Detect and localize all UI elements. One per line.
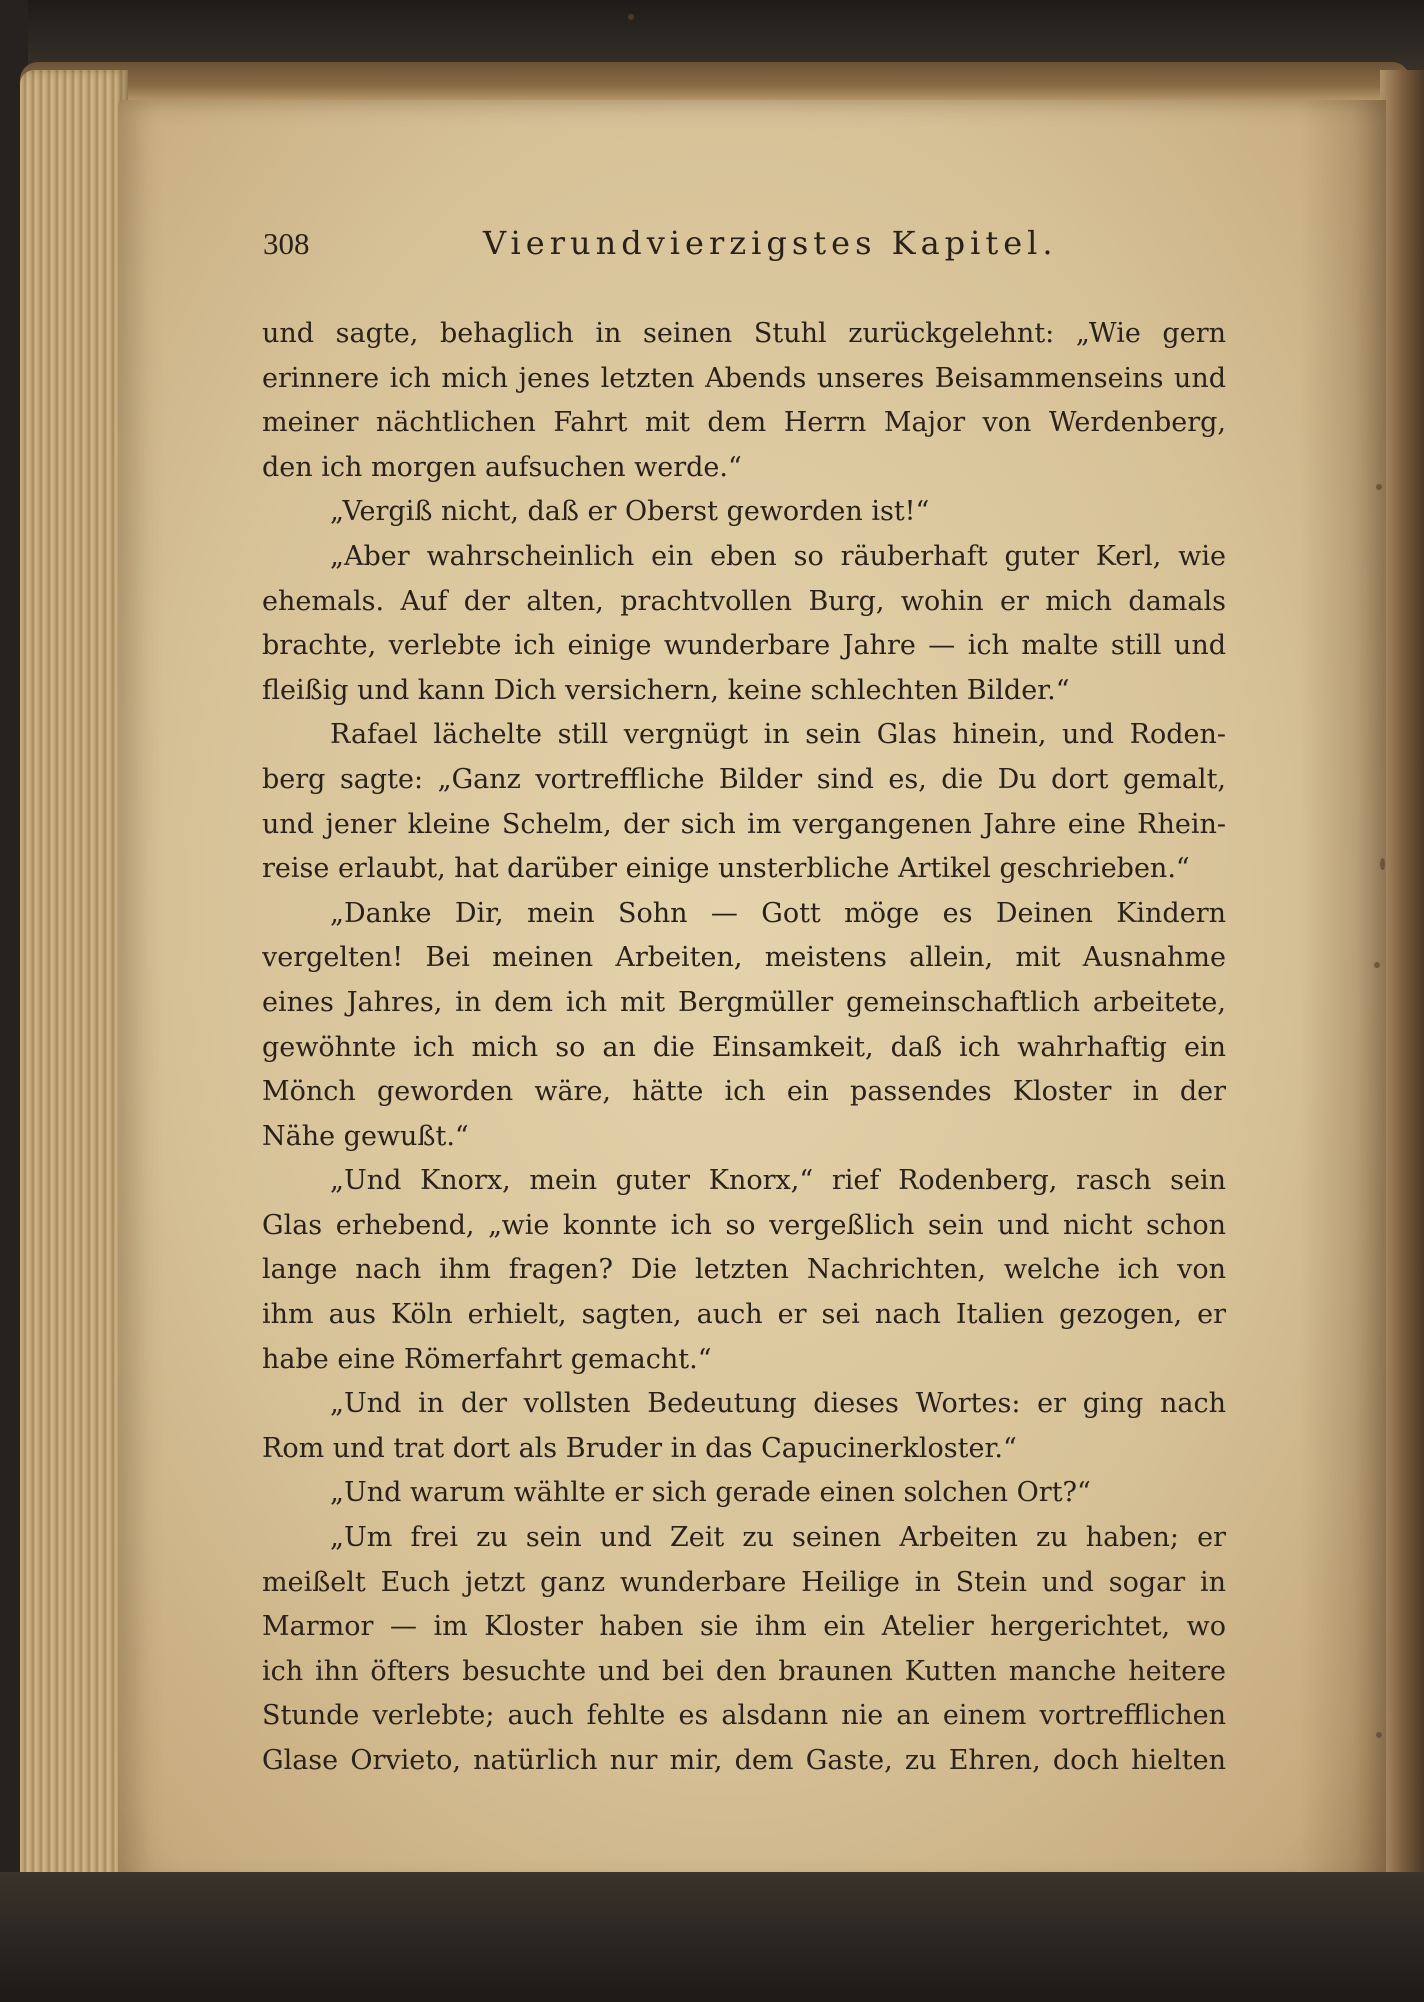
text-line: „Danke Dir, mein Sohn — Gott möge es Deinen Kindern: [330, 897, 1226, 929]
page-stack-edge: [20, 70, 128, 1890]
paper-speck: [1380, 858, 1385, 870]
text-line: Glase Orvieto, natürlich nur mir, dem Gaste, zu Ehren, doch hielten: [262, 1745, 1226, 1776]
text-line: Rafael lächelte still vergnügt in sein Glas hinein, und Roden-: [330, 719, 1226, 751]
text-line: vergelten! Bei meinen Arbeiten, meistens allein, mit Ausnahme: [262, 942, 1226, 974]
paper-speck: [1376, 1732, 1382, 1738]
text-line: brachte, verlebte ich einige wunderbare Jahre — ich malte still und: [262, 630, 1226, 662]
text-line: „Und Knorx, mein guter Knorx,“ rief Rodenberg, rasch sein: [330, 1165, 1226, 1197]
text-line: und jener kleine Schelm, der sich im vergangenen Jahre eine Rhein-: [262, 808, 1226, 840]
text-line: fleißig und kann Dich versichern, keine schlechten Bilder.“: [262, 674, 1070, 706]
text-line: ehemals. Auf der alten, prachtvollen Burg, wohin er mich damals: [262, 585, 1226, 617]
paper-speck: [628, 14, 634, 20]
text-line: lange nach ihm fragen? Die letzten Nachrichten, welche ich von: [262, 1254, 1226, 1286]
text-line: eines Jahres, in dem ich mit Bergmüller gemeinschaftlich arbeitete,: [262, 986, 1226, 1018]
text-line: habe eine Römerfahrt gemacht.“: [262, 1343, 712, 1375]
text-line: Stunde verlebte; auch fehlte es alsdann nie an einem vortrefflichen: [262, 1700, 1226, 1732]
page-gutter-shadow: [1300, 100, 1386, 1886]
text-line: und sagte, behaglich in seinen Stuhl zurückgelehnt: „Wie gern: [262, 318, 1226, 349]
page-number: 308: [263, 226, 310, 261]
body-text: [262, 312, 1226, 1784]
text-line: Marmor — im Kloster haben sie ihm ein Atelier hergerichtet, wo: [262, 1611, 1226, 1643]
text-line: „Aber wahrscheinlich ein eben so räuberhaft guter Kerl, wie: [330, 540, 1226, 572]
text-line: „Und in der vollsten Bedeutung dieses Wortes: er ging nach: [330, 1388, 1226, 1420]
text-line: gewöhnte ich mich so an die Einsamkeit, daß ich wahrhaftig ein: [262, 1031, 1226, 1063]
text-line: den ich morgen aufsuchen werde.“: [262, 451, 742, 483]
text-line: reise erlaubt, hat darüber einige unsterbliche Artikel geschrieben.“: [262, 853, 1190, 885]
text-line: Glas erhebend, „wie konnte ich so vergeßlich sein und nicht schon: [262, 1209, 1226, 1241]
text-line: Mönch geworden wäre, hätte ich ein passendes Kloster in der: [262, 1076, 1226, 1108]
text-line: meiner nächtlichen Fahrt mit dem Herrn Major von Werdenberg,: [262, 407, 1226, 439]
scan-background-bottom: [0, 1872, 1424, 2002]
text-line: „Vergiß nicht, daß er Oberst geworden ist!“: [330, 496, 930, 528]
text-line: ich ihn öfters besuchte und bei den braunen Kutten manche heitere: [262, 1655, 1226, 1687]
text-line: Nähe gewußt.“: [262, 1120, 469, 1152]
text-line: „Und warum wählte er sich gerade einen solchen Ort?“: [330, 1477, 1091, 1509]
book-spine-edge: [1380, 70, 1424, 1900]
running-head: Vierundvierzigstes Kapitel.: [483, 224, 1058, 262]
text-line: „Um frei zu sein und Zeit zu seinen Arbeiten zu haben; er: [330, 1522, 1226, 1554]
page-header: [263, 222, 1223, 272]
text-line: meißelt Euch jetzt ganz wunderbare Heilige in Stein und sogar in: [262, 1566, 1226, 1598]
text-line: ihm aus Köln erhielt, sagten, auch er sei nach Italien gezogen, er: [262, 1299, 1226, 1331]
text-line: Rom und trat dort als Bruder in das Capucinerkloster.“: [262, 1432, 1017, 1464]
book-cover-edge: [20, 62, 1410, 102]
paper-speck: [1376, 484, 1382, 490]
text-line: berg sagte: „Ganz vortreffliche Bilder sind es, die Du dort gemalt,: [262, 763, 1226, 795]
paper-speck: [1374, 962, 1380, 968]
text-line: erinnere ich mich jenes letzten Abends unseres Beisammenseins und: [262, 362, 1226, 394]
